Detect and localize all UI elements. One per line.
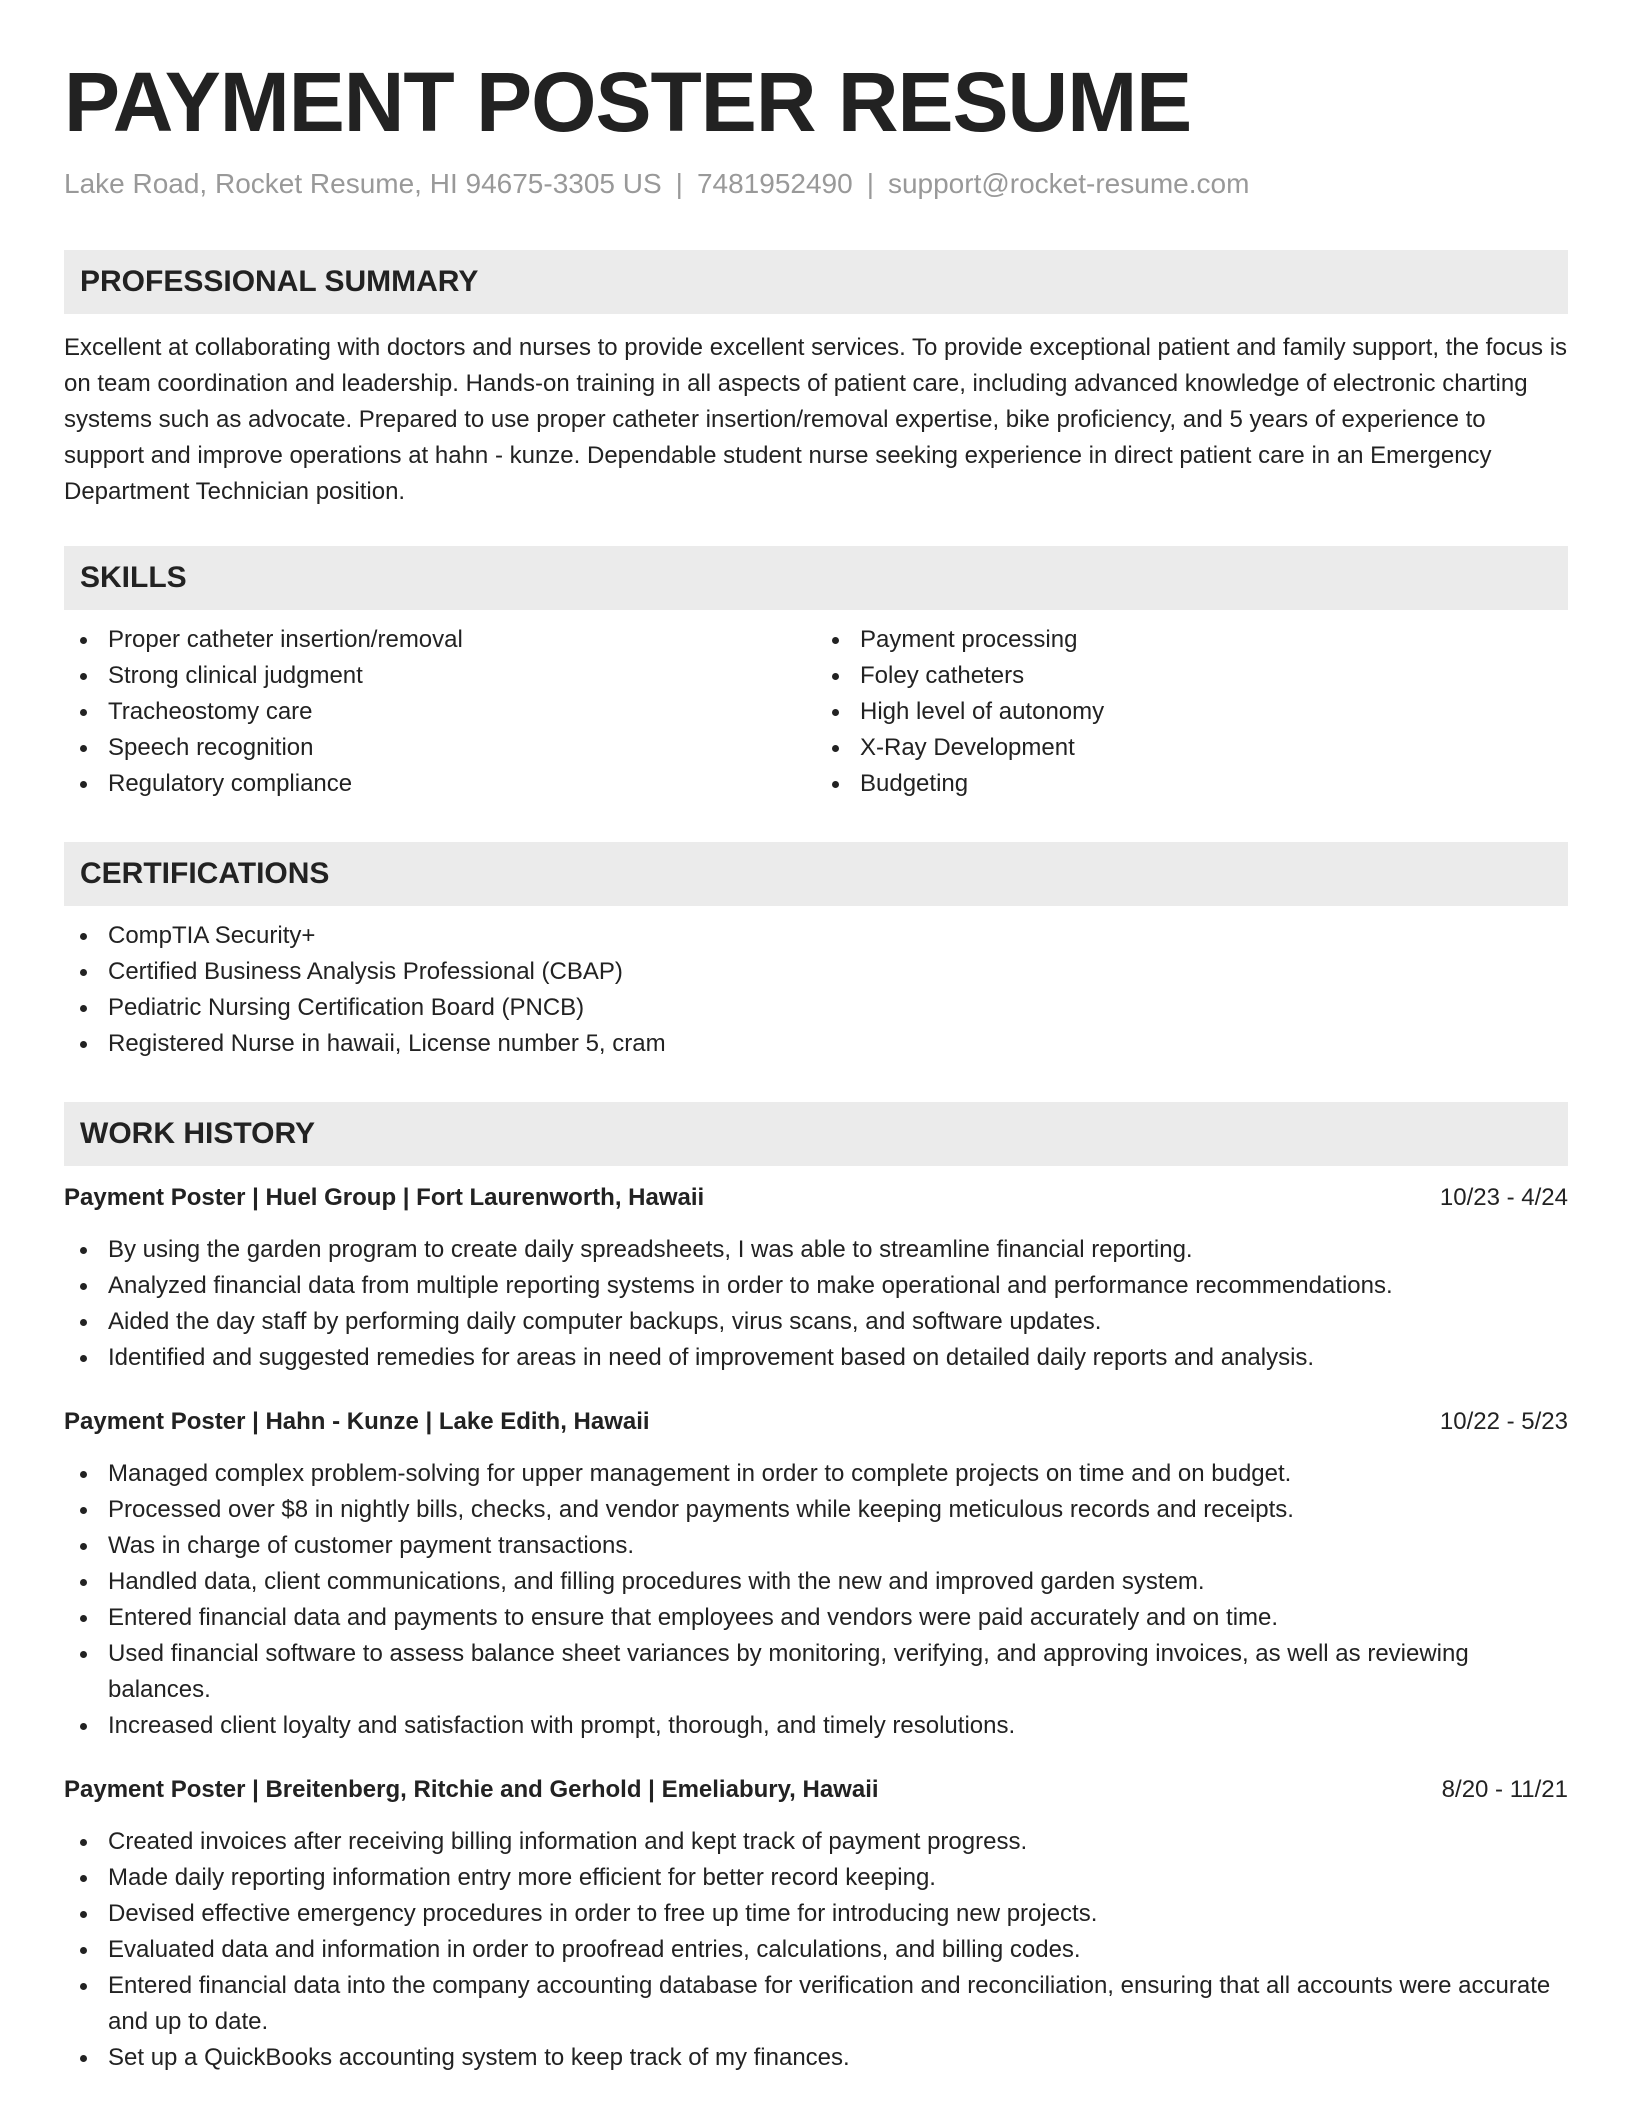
job-title: Payment Poster | Hahn - Kunze | Lake Edith, Hawaii [64,1408,650,1435]
skill-item: Speech recognition [64,730,816,766]
job-entry [64,1404,1568,1744]
section-header-summary: PROFESSIONAL SUMMARY [64,250,1568,314]
section-header-skills: SKILLS [64,546,1568,610]
skills-column-right [816,622,1568,802]
job-bullet: Made daily reporting information entry more efficient for better record keeping. [64,1860,1568,1896]
skill-item: Budgeting [816,766,1568,802]
skill-item: Tracheostomy care [64,694,816,730]
skills-columns [64,622,1568,802]
skills-list-left [64,622,816,802]
job-bullet: Aided the day staff by performing daily computer backups, virus scans, and software updates. [64,1304,1568,1340]
section-header-certifications: CERTIFICATIONS [64,842,1568,906]
skill-item: High level of autonomy [816,694,1568,730]
contact-phone: 7481952490 [696,168,853,199]
contact-separator: | [866,168,874,199]
job-bullet: Devised effective emergency procedures in order to free up time for introducing new projects. [64,1896,1568,1932]
skill-item: Regulatory compliance [64,766,816,802]
summary-text: Excellent at collaborating with doctors and nurses to provide excellent services. To provide exceptional patient and family support, the focus is on team coordination and leadership. Hands-on training in all aspects of patient care, including advanced knowledge of electronic charting systems such as advocate. Prepared to use proper catheter insertion/removal expertise, bike proficiency, and 5 years of experience to support and improve operations at hahn - kunze. Dependable student nurse seeking experience in direct patient care in an Emergency Department Technician position. [64,334,1568,505]
job-bullet: Was in charge of customer payment transactions. [64,1528,1568,1564]
job-bullet: Entered financial data into the company accounting database for verification and reconciliation, ensuring that all accounts were accurate and up to date. [64,1968,1568,2040]
job-bullet: Entered financial data and payments to ensure that employees and vendors were paid accurately and on time. [64,1600,1568,1636]
resume-title: PAYMENT POSTER RESUME [64,55,1192,149]
job-header [64,1404,1568,1440]
job-bullet: Evaluated data and information in order to proofread entries, calculations, and billing codes. [64,1932,1568,1968]
certification-item: Registered Nurse in hawaii, License number 5, cram [64,1026,1568,1062]
job-bullets [64,1824,1568,2076]
skills-list-right [816,622,1568,802]
job-bullet: Created invoices after receiving billing information and kept track of payment progress. [64,1824,1568,1860]
job-dates: 10/23 - 4/24 [1439,1184,1568,1211]
job-header [64,1772,1568,1808]
skill-item: Proper catheter insertion/removal [64,622,816,658]
job-dates: 8/20 - 11/21 [1441,1776,1568,1803]
job-entry [64,1772,1568,2076]
skill-item: Strong clinical judgment [64,658,816,694]
contact-separator: | [675,168,683,199]
contact-address: Lake Road, Rocket Resume, HI 94675-3305 US [64,168,662,199]
skill-item: X-Ray Development [816,730,1568,766]
job-header [64,1180,1568,1216]
job-bullet: By using the garden program to create daily spreadsheets, I was able to streamline financial reporting. [64,1232,1568,1268]
job-bullet: Identified and suggested remedies for areas in need of improvement based on detailed daily reports and analysis. [64,1340,1568,1376]
contact-email: support@rocket-resume.com [887,168,1250,199]
job-entry [64,1180,1568,1376]
job-bullets [64,1232,1568,1376]
skill-item: Payment processing [816,622,1568,658]
certification-item: Pediatric Nursing Certification Board (PNCB) [64,990,1568,1026]
certification-item: CompTIA Security+ [64,918,1568,954]
skill-item: Foley catheters [816,658,1568,694]
job-dates: 10/22 - 5/23 [1439,1408,1568,1435]
job-title: Payment Poster | Huel Group | Fort Laurenworth, Hawaii [64,1184,705,1211]
certification-item: Certified Business Analysis Professional (CBAP) [64,954,1568,990]
job-bullet: Analyzed financial data from multiple reporting systems in order to make operational and performance recommendations. [64,1268,1568,1304]
job-bullet: Set up a QuickBooks accounting system to keep track of my finances. [64,2040,1568,2076]
certifications-list [64,918,1568,1062]
contact-line [64,166,1568,202]
job-bullet: Increased client loyalty and satisfaction with prompt, thorough, and timely resolutions. [64,1708,1568,1744]
job-bullets [64,1456,1568,1744]
skills-column-left [64,622,816,802]
job-bullet: Used financial software to assess balance sheet variances by monitoring, verifying, and approving invoices, as well as reviewing balances. [64,1636,1568,1708]
section-header-work-history: WORK HISTORY [64,1102,1568,1166]
job-bullet: Processed over $8 in nightly bills, checks, and vendor payments while keeping meticulous records and receipts. [64,1492,1568,1528]
job-bullet: Handled data, client communications, and filling procedures with the new and improved garden system. [64,1564,1568,1600]
job-bullet: Managed complex problem-solving for upper management in order to complete projects on time and on budget. [64,1456,1568,1492]
job-title: Payment Poster | Breitenberg, Ritchie and Gerhold | Emeliabury, Hawaii [64,1776,879,1803]
